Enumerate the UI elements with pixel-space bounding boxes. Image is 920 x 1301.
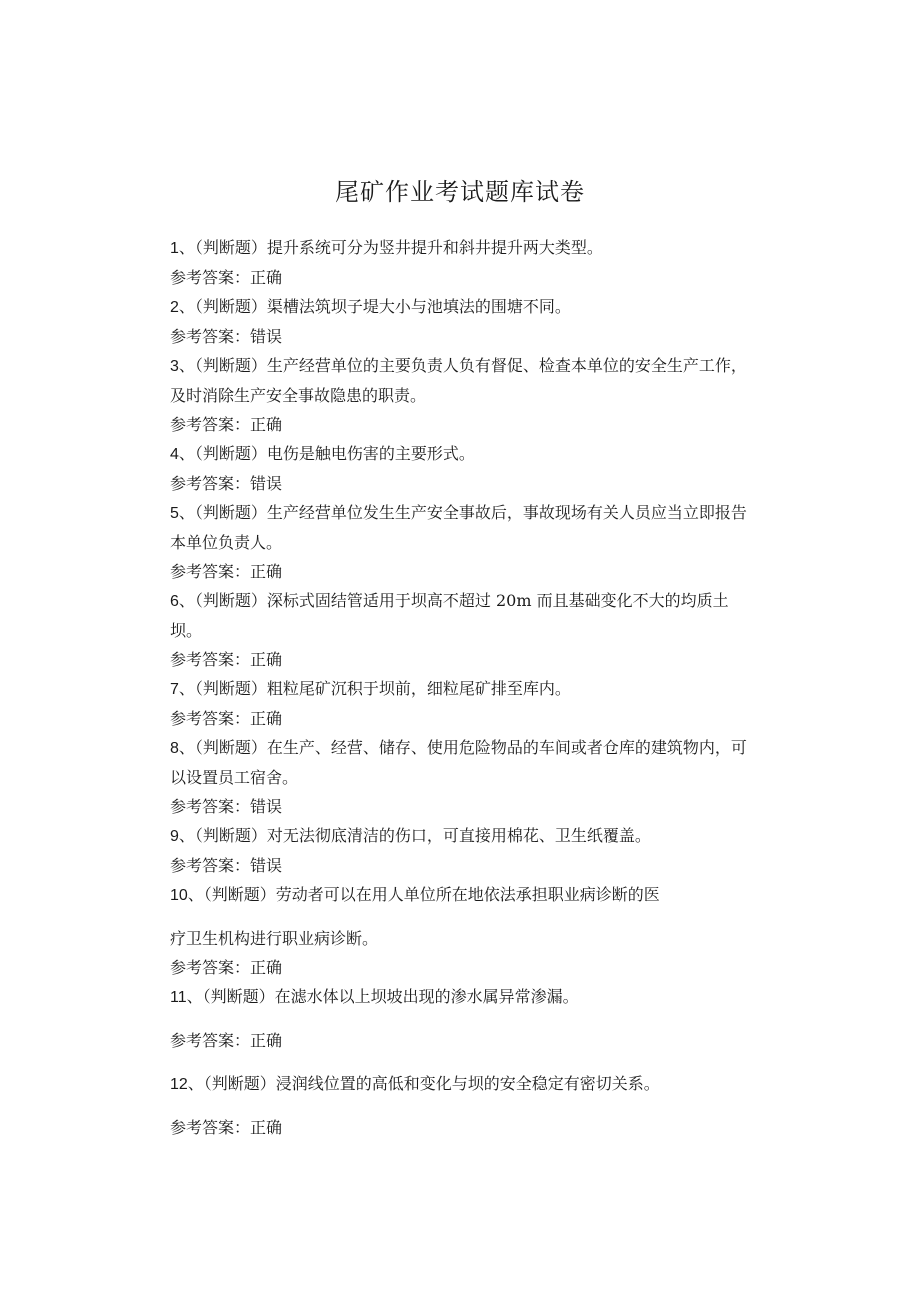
question-text: 、（判断题）粗粒尾矿沉积于坝前，细粒尾矿排至库内。 [178,679,571,698]
question-text: 、（判断题）生产经营单位的主要负责人负有督促、检查本单位的安全生产工作，及时消除生产安全事故隐患的职责。 [170,356,747,405]
question-number: 12 [170,1076,188,1093]
question-4 [170,439,750,469]
question-number: 6 [170,593,179,610]
question-text: 、（判断题）劳动者可以在用人单位所在地依法承担职业病诊断的医 [187,885,660,904]
question-number: 3 [170,358,179,375]
question-1 [170,233,750,263]
question-8 [170,733,750,792]
question-11 [170,982,750,1012]
answer-8: 参考答案：错误 [170,797,283,816]
answer-4: 参考答案：错误 [170,474,283,493]
document-title: 尾矿作业考试题库试卷 [335,178,585,206]
question-number: 5 [170,505,179,522]
question-10-continued: 疗卫生机构进行职业病诊断。 [170,929,379,948]
question-12 [170,1069,750,1099]
question-number: 1 [170,240,179,257]
question-number: 9 [170,828,179,845]
question-text: 、（判断题）在滤水体以上坝坡出现的渗水属异常渗漏。 [186,987,579,1006]
question-text: 、（判断题）提升系统可分为竖井提升和斜井提升两大类型。 [178,238,603,257]
question-number: 10 [170,887,188,904]
question-text: 、（判断题）深标式固结管适用于坝高不超过 20m 而且基础变化不大的均质土坝。 [170,591,729,640]
question-list [170,233,750,1142]
answer-9: 参考答案：错误 [170,856,283,875]
question-number: 8 [170,740,179,757]
question-text: 、（判断题）生产经营单位发生生产安全事故后，事故现场有关人员应当立即报告本单位负责人。 [170,503,747,552]
question-10 [170,880,750,910]
question-number: 7 [170,681,179,698]
question-number: 2 [170,299,179,316]
question-number: 11 [170,989,187,1006]
answer-3: 参考答案：正确 [170,415,283,434]
question-2 [170,292,750,322]
question-9 [170,821,750,851]
question-text: 、（判断题）在生产、经营、储存、使用危险物品的车间或者仓库的建筑物内，可以设置员工宿舍。 [170,738,747,787]
answer-11: 参考答案：正确 [170,1031,283,1050]
question-3 [170,351,750,410]
question-text: 、（判断题）对无法彻底清洁的伤口，可直接用棉花、卫生纸覆盖。 [178,826,651,845]
answer-1: 参考答案：正确 [170,268,283,287]
answer-6: 参考答案：正确 [170,650,283,669]
question-number: 4 [170,446,179,463]
question-5 [170,498,750,557]
question-6 [170,586,750,645]
question-7 [170,674,750,704]
answer-12: 参考答案：正确 [170,1118,283,1137]
question-text: 、（判断题）电伤是触电伤害的主要形式。 [178,444,475,463]
question-text: 、（判断题）渠槽法筑坝子堤大小与池填法的围塘不同。 [178,297,571,316]
answer-10: 参考答案：正确 [170,958,283,977]
answer-7: 参考答案：正确 [170,709,283,728]
answer-2: 参考答案：错误 [170,327,283,346]
question-text: 、（判断题）浸润线位置的高低和变化与坝的安全稳定有密切关系。 [187,1074,660,1093]
answer-5: 参考答案：正确 [170,562,283,581]
